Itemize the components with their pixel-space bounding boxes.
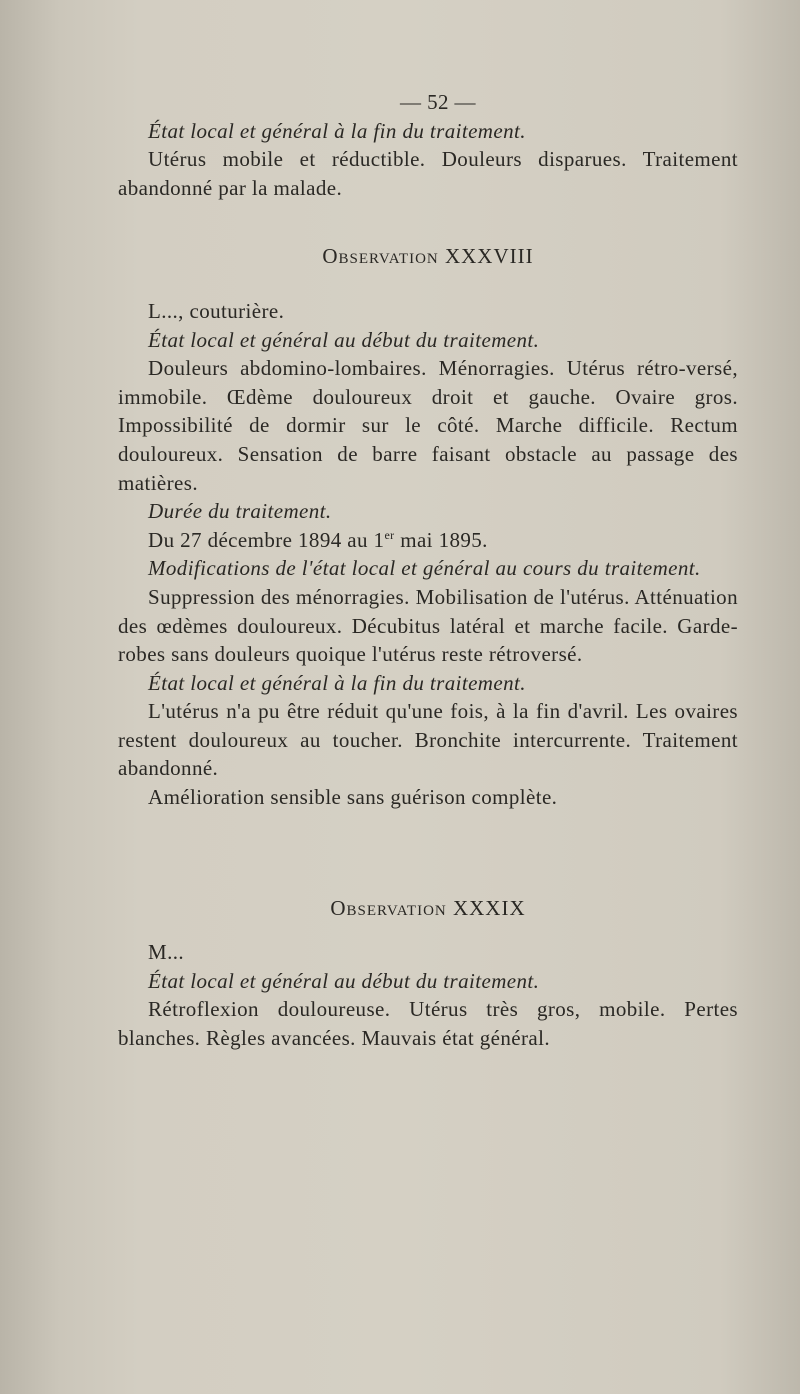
observation-38-title: Observation XXXVIII — [322, 244, 534, 269]
obs38-changes-paragraph: Suppression des ménorragies. Mobilisation de l'utérus. Atténuation des œdèmes douloureux. Décubitus latéral et marche facile. Garde-robes sans douleurs quoique l'utérus reste rétroversé. — [118, 584, 738, 667]
obs38-duration-heading: Durée du traitement. — [148, 499, 332, 524]
obs38-duration: Du 27 décembre 1894 au 1er mai 1895. — [148, 527, 488, 552]
obs38-patient: L..., couturière. — [148, 298, 285, 323]
obs39-patient: M... — [148, 940, 185, 965]
obs38-start-heading: État local et général au début du traitement. — [148, 327, 540, 352]
obs38-result: Amélioration sensible sans guérison complète. — [148, 785, 558, 810]
obs39-start-paragraph: Rétroflexion douloureuse. Utérus très gros, mobile. Pertes blanches. Règles avancées. Mauvais état général. — [118, 997, 738, 1051]
obs37-end-paragraph: Utérus mobile et réductible. Douleurs disparues. Traitement abandonné par la malade. — [118, 147, 738, 200]
obs38-start-paragraph: Douleurs abdomino-lombaires. Ménorragies. Utérus rétro-versé, immobile. Œdème douloureux droit et gauche. Ovaire gros. Impossibilité de dormir sur le côté. Marche difficile. Rectum douloureux. Sensation de barre faisant obstacle au passage des matières. — [118, 356, 738, 495]
obs38-end-heading: État local et général à la fin du traitement. — [148, 670, 526, 695]
obs37-end-heading: État local et général à la fin du traitement. — [148, 118, 526, 143]
page-number: — 52 — — [400, 90, 476, 114]
page-text — [118, 88, 738, 1053]
obs38-changes-heading: Modifications de l'état local et général au cours du traitement. — [148, 556, 701, 581]
observation-39-title: Observation XXXIX — [330, 895, 526, 920]
obs38-end-paragraph: L'utérus n'a pu être réduit qu'une fois, à la fin d'avril. Les ovaires restent douloureux au toucher. Bronchite intercurrente. Traitement abandonné. — [118, 699, 738, 781]
obs39-start-heading: État local et général au début du traitement. — [148, 968, 540, 993]
